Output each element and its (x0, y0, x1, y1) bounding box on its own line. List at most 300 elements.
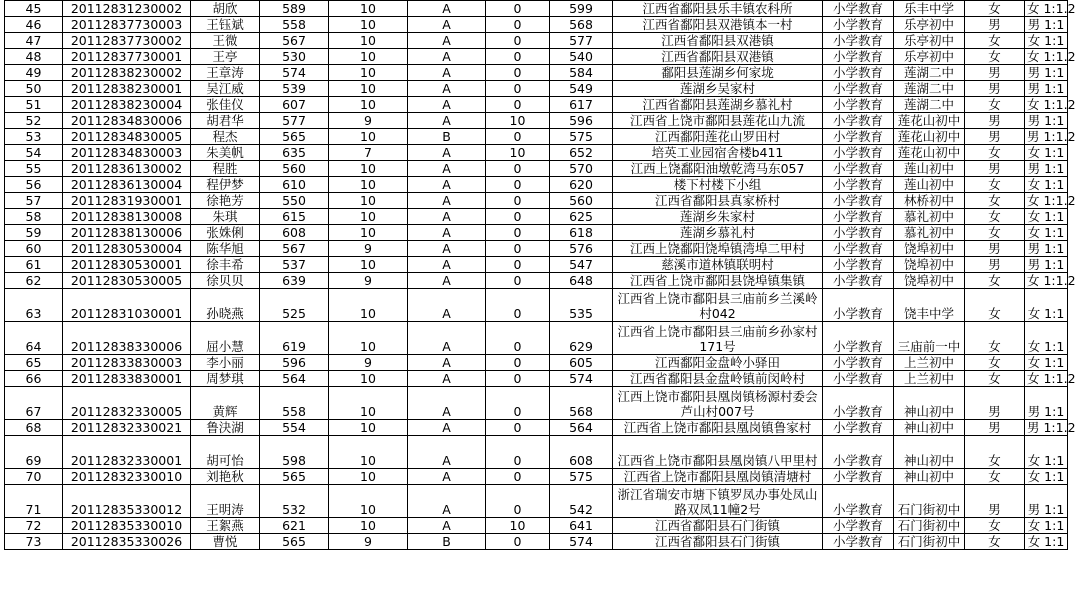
school-cell: 莲山初中 (894, 161, 965, 177)
exam-id-cell: 20112830530001 (63, 257, 191, 273)
subject-cell: 小学教育 (823, 33, 894, 49)
quota-cell: 男 1:1 (1025, 65, 1068, 81)
quota-cell: 男 1:1 (1025, 113, 1068, 129)
table-row (5, 355, 1068, 371)
row-number-cell: 51 (5, 97, 63, 113)
total-score-cell: 568 (550, 387, 613, 420)
written-score-cell: 639 (260, 273, 329, 289)
school-cell: 神山初中 (894, 436, 965, 469)
table-row (5, 177, 1068, 193)
grade-cell: A (408, 241, 486, 257)
school-cell: 上兰初中 (894, 355, 965, 371)
gender-cell: 女 (965, 49, 1025, 65)
school-cell: 三庙前一中 (894, 322, 965, 355)
row-number-cell: 49 (5, 65, 63, 81)
subject-cell: 小学教育 (823, 241, 894, 257)
gender-cell: 男 (965, 485, 1025, 518)
school-cell: 乐丰中学 (894, 1, 965, 17)
total-score-cell: 540 (550, 49, 613, 65)
bonus-score-cell: 10 (329, 436, 408, 469)
address-cell: 楼下村楼下小组 (613, 177, 823, 193)
candidate-name-cell: 鲁決湖 (191, 420, 260, 436)
written-score-cell: 565 (260, 534, 329, 550)
subject-cell: 小学教育 (823, 225, 894, 241)
table-row (5, 65, 1068, 81)
exam-id-cell: 20112838230004 (63, 97, 191, 113)
address-cell: 江西上饶市鄱阳县凰岗镇杨源村委会芦山村007号 (613, 387, 823, 420)
grade-cell: A (408, 81, 486, 97)
bonus-score-cell: 10 (329, 322, 408, 355)
candidate-name-cell: 徐丰希 (191, 257, 260, 273)
grade-cell: A (408, 225, 486, 241)
school-cell: 莲湖二中 (894, 81, 965, 97)
total-score-cell: 648 (550, 273, 613, 289)
candidate-name-cell: 朱琪 (191, 209, 260, 225)
candidate-name-cell: 曹悦 (191, 534, 260, 550)
extra-points-cell: 0 (486, 177, 550, 193)
table-row (5, 1, 1068, 17)
table-row (5, 113, 1068, 129)
gender-cell: 女 (965, 534, 1025, 550)
candidate-name-cell: 屈小慧 (191, 322, 260, 355)
gender-cell: 女 (965, 209, 1025, 225)
written-score-cell: 589 (260, 1, 329, 17)
grade-cell: B (408, 129, 486, 145)
address-cell: 江西省鄱阳县双港镇 (613, 49, 823, 65)
address-cell: 江西省鄱阳县莲湖乡慕礼村 (613, 97, 823, 113)
subject-cell: 小学教育 (823, 209, 894, 225)
total-score-cell: 596 (550, 113, 613, 129)
extra-points-cell: 0 (486, 17, 550, 33)
row-number-cell: 68 (5, 420, 63, 436)
quota-cell: 女 1:1 (1025, 518, 1068, 534)
exam-id-cell: 20112834830006 (63, 113, 191, 129)
exam-id-cell: 20112834830003 (63, 145, 191, 161)
subject-cell: 小学教育 (823, 49, 894, 65)
row-number-cell: 61 (5, 257, 63, 273)
total-score-cell: 574 (550, 371, 613, 387)
row-number-cell: 64 (5, 322, 63, 355)
subject-cell: 小学教育 (823, 355, 894, 371)
school-cell: 莲湖二中 (894, 65, 965, 81)
table-row (5, 49, 1068, 65)
table-row (5, 81, 1068, 97)
quota-cell: 男 1:1 (1025, 161, 1068, 177)
candidate-name-cell: 朱美帆 (191, 145, 260, 161)
candidate-name-cell: 胡君华 (191, 113, 260, 129)
subject-cell: 小学教育 (823, 518, 894, 534)
gender-cell: 女 (965, 469, 1025, 485)
exam-id-cell: 20112838230002 (63, 65, 191, 81)
extra-points-cell: 0 (486, 49, 550, 65)
school-cell: 饶埠初中 (894, 241, 965, 257)
total-score-cell: 568 (550, 17, 613, 33)
extra-points-cell: 0 (486, 97, 550, 113)
gender-cell: 女 (965, 33, 1025, 49)
address-cell: 莲湖乡慕礼村 (613, 225, 823, 241)
total-score-cell: 625 (550, 209, 613, 225)
grade-cell: A (408, 193, 486, 209)
bonus-score-cell: 10 (329, 17, 408, 33)
grade-cell: A (408, 17, 486, 33)
grade-cell: A (408, 387, 486, 420)
school-cell: 乐亭初中 (894, 33, 965, 49)
total-score-cell: 564 (550, 420, 613, 436)
row-number-cell: 63 (5, 289, 63, 322)
quota-cell: 女 1:1.2 (1025, 273, 1068, 289)
exam-id-cell: 20112837730001 (63, 49, 191, 65)
extra-points-cell: 0 (486, 81, 550, 97)
address-cell: 江西省上饶市鄱阳县三庙前乡孙家村171号 (613, 322, 823, 355)
total-score-cell: 605 (550, 355, 613, 371)
school-cell: 慕礼初中 (894, 209, 965, 225)
bonus-score-cell: 9 (329, 241, 408, 257)
gender-cell: 女 (965, 273, 1025, 289)
school-cell: 饶埠初中 (894, 273, 965, 289)
candidate-name-cell: 胡可怡 (191, 436, 260, 469)
gender-cell: 女 (965, 97, 1025, 113)
row-number-cell: 71 (5, 485, 63, 518)
table-row (5, 534, 1068, 550)
address-cell: 江西省鄱阳县金盘岭镇前闵岭村 (613, 371, 823, 387)
gender-cell: 女 (965, 145, 1025, 161)
table-row (5, 129, 1068, 145)
table-row (5, 33, 1068, 49)
exam-id-cell: 20112837730003 (63, 17, 191, 33)
row-number-cell: 57 (5, 193, 63, 209)
extra-points-cell: 0 (486, 241, 550, 257)
bonus-score-cell: 10 (329, 65, 408, 81)
bonus-score-cell: 10 (329, 81, 408, 97)
extra-points-cell: 0 (486, 387, 550, 420)
bonus-score-cell: 10 (329, 420, 408, 436)
row-number-cell: 52 (5, 113, 63, 129)
quota-cell: 女 1:1 (1025, 355, 1068, 371)
grade-cell: A (408, 145, 486, 161)
extra-points-cell: 0 (486, 420, 550, 436)
grade-cell: A (408, 113, 486, 129)
written-score-cell: 560 (260, 161, 329, 177)
subject-cell: 小学教育 (823, 257, 894, 273)
grade-cell: A (408, 273, 486, 289)
row-number-cell: 58 (5, 209, 63, 225)
bonus-score-cell: 10 (329, 129, 408, 145)
total-score-cell: 549 (550, 81, 613, 97)
row-number-cell: 46 (5, 17, 63, 33)
quota-cell: 男 1:1.2 (1025, 129, 1068, 145)
total-score-cell: 652 (550, 145, 613, 161)
extra-points-cell: 0 (486, 355, 550, 371)
written-score-cell: 554 (260, 420, 329, 436)
grade-cell: A (408, 49, 486, 65)
table-row (5, 161, 1068, 177)
bonus-score-cell: 10 (329, 387, 408, 420)
grade-cell: A (408, 209, 486, 225)
written-score-cell: 577 (260, 113, 329, 129)
school-cell: 莲花山初中 (894, 145, 965, 161)
address-cell: 江西鄱阳金盘岭小驿田 (613, 355, 823, 371)
extra-points-cell: 0 (486, 193, 550, 209)
grade-cell: A (408, 257, 486, 273)
grade-cell: A (408, 355, 486, 371)
bonus-score-cell: 9 (329, 113, 408, 129)
address-cell: 江西省鄱阳县石门街镇 (613, 534, 823, 550)
bonus-score-cell: 7 (329, 145, 408, 161)
exam-id-cell: 20112833830001 (63, 371, 191, 387)
total-score-cell: 576 (550, 241, 613, 257)
gender-cell: 女 (965, 371, 1025, 387)
quota-cell: 女 1:1.2 (1025, 1, 1068, 17)
subject-cell: 小学教育 (823, 289, 894, 322)
exam-id-cell: 20112835330026 (63, 534, 191, 550)
candidate-name-cell: 徐贝贝 (191, 273, 260, 289)
address-cell: 莲湖乡朱家村 (613, 209, 823, 225)
extra-points-cell: 10 (486, 145, 550, 161)
address-cell: 江西省上饶市鄱阳县三庙前乡兰溪岭村042 (613, 289, 823, 322)
address-cell: 江西上饶鄱阳饶埠镇湾埠二甲村 (613, 241, 823, 257)
exam-id-cell: 20112832330001 (63, 436, 191, 469)
candidate-name-cell: 王章涛 (191, 65, 260, 81)
grade-cell: A (408, 65, 486, 81)
bonus-score-cell: 9 (329, 273, 408, 289)
gender-cell: 男 (965, 81, 1025, 97)
address-cell: 江西鄱阳莲花山罗田村 (613, 129, 823, 145)
extra-points-cell: 0 (486, 257, 550, 273)
gender-cell: 女 (965, 289, 1025, 322)
written-score-cell: 607 (260, 97, 329, 113)
written-score-cell: 564 (260, 371, 329, 387)
quota-cell: 女 1:1 (1025, 225, 1068, 241)
exam-id-cell: 20112834830005 (63, 129, 191, 145)
subject-cell: 小学教育 (823, 273, 894, 289)
address-cell: 江西省鄱阳县双港镇本一村 (613, 17, 823, 33)
extra-points-cell: 0 (486, 33, 550, 49)
candidate-name-cell: 胡欣 (191, 1, 260, 17)
written-score-cell: 525 (260, 289, 329, 322)
quota-cell: 男 1:1 (1025, 257, 1068, 273)
bonus-score-cell: 10 (329, 485, 408, 518)
bonus-score-cell: 10 (329, 257, 408, 273)
written-score-cell: 530 (260, 49, 329, 65)
row-number-cell: 72 (5, 518, 63, 534)
quota-cell: 女 1:1.2 (1025, 371, 1068, 387)
written-score-cell: 567 (260, 241, 329, 257)
written-score-cell: 619 (260, 322, 329, 355)
school-cell: 乐亭初中 (894, 17, 965, 33)
exam-id-cell: 20112830530005 (63, 273, 191, 289)
quota-cell: 女 1:1 (1025, 209, 1068, 225)
candidate-name-cell: 程杰 (191, 129, 260, 145)
row-number-cell: 50 (5, 81, 63, 97)
row-number-cell: 45 (5, 1, 63, 17)
school-cell: 饶埠初中 (894, 257, 965, 273)
candidate-name-cell: 吴江威 (191, 81, 260, 97)
address-cell: 江西省上饶市鄱阳县凰岗镇八甲里村 (613, 436, 823, 469)
bonus-score-cell: 10 (329, 518, 408, 534)
total-score-cell: 575 (550, 129, 613, 145)
grade-cell: A (408, 161, 486, 177)
table-row (5, 436, 1068, 469)
subject-cell: 小学教育 (823, 129, 894, 145)
address-cell: 浙江省瑞安市塘下镇罗凤办事处凤山路双凤11幢2号 (613, 485, 823, 518)
total-score-cell: 574 (550, 534, 613, 550)
subject-cell: 小学教育 (823, 65, 894, 81)
gender-cell: 男 (965, 420, 1025, 436)
exam-id-cell: 20112838130006 (63, 225, 191, 241)
address-cell: 莲湖乡吴家村 (613, 81, 823, 97)
school-cell: 莲花山初中 (894, 113, 965, 129)
written-score-cell: 574 (260, 65, 329, 81)
subject-cell: 小学教育 (823, 387, 894, 420)
address-cell: 江西上饶鄱阳油墩乾湾马东057 (613, 161, 823, 177)
extra-points-cell: 0 (486, 534, 550, 550)
candidate-name-cell: 张佳仪 (191, 97, 260, 113)
table-row (5, 241, 1068, 257)
total-score-cell: 575 (550, 469, 613, 485)
gender-cell: 女 (965, 436, 1025, 469)
total-score-cell: 542 (550, 485, 613, 518)
bonus-score-cell: 10 (329, 161, 408, 177)
exam-id-cell: 20112836130002 (63, 161, 191, 177)
quota-cell: 女 1:1.2 (1025, 97, 1068, 113)
exam-id-cell: 20112836130004 (63, 177, 191, 193)
bonus-score-cell: 10 (329, 49, 408, 65)
school-cell: 石门街初中 (894, 534, 965, 550)
grade-cell: A (408, 485, 486, 518)
gender-cell: 男 (965, 17, 1025, 33)
total-score-cell: 617 (550, 97, 613, 113)
gender-cell: 女 (965, 518, 1025, 534)
row-number-cell: 54 (5, 145, 63, 161)
bonus-score-cell: 10 (329, 193, 408, 209)
grade-cell: A (408, 371, 486, 387)
subject-cell: 小学教育 (823, 161, 894, 177)
bonus-score-cell: 10 (329, 177, 408, 193)
address-cell: 鄱阳县莲湖乡何家垅 (613, 65, 823, 81)
subject-cell: 小学教育 (823, 177, 894, 193)
total-score-cell: 618 (550, 225, 613, 241)
table-row (5, 273, 1068, 289)
subject-cell: 小学教育 (823, 322, 894, 355)
table-row (5, 257, 1068, 273)
quota-cell: 男 1:1 (1025, 387, 1068, 420)
exam-id-cell: 20112830530004 (63, 241, 191, 257)
school-cell: 神山初中 (894, 387, 965, 420)
exam-id-cell: 20112831030001 (63, 289, 191, 322)
gender-cell: 男 (965, 113, 1025, 129)
total-score-cell: 641 (550, 518, 613, 534)
extra-points-cell: 10 (486, 113, 550, 129)
written-score-cell: 615 (260, 209, 329, 225)
school-cell: 林桥初中 (894, 193, 965, 209)
row-number-cell: 66 (5, 371, 63, 387)
total-score-cell: 547 (550, 257, 613, 273)
exam-id-cell: 20112838130008 (63, 209, 191, 225)
extra-points-cell: 0 (486, 161, 550, 177)
table-row (5, 97, 1068, 113)
written-score-cell: 558 (260, 387, 329, 420)
gender-cell: 男 (965, 241, 1025, 257)
gender-cell: 男 (965, 161, 1025, 177)
bonus-score-cell: 10 (329, 209, 408, 225)
school-cell: 莲湖二中 (894, 97, 965, 113)
address-cell: 江西省上饶市鄱阳县莲花山九流 (613, 113, 823, 129)
total-score-cell: 560 (550, 193, 613, 209)
candidate-name-cell: 程伊梦 (191, 177, 260, 193)
row-number-cell: 47 (5, 33, 63, 49)
bonus-score-cell: 9 (329, 355, 408, 371)
exam-id-cell: 20112833830003 (63, 355, 191, 371)
written-score-cell: 621 (260, 518, 329, 534)
subject-cell: 小学教育 (823, 1, 894, 17)
written-score-cell: 558 (260, 17, 329, 33)
table-row (5, 371, 1068, 387)
written-score-cell: 610 (260, 177, 329, 193)
exam-id-cell: 20112832330021 (63, 420, 191, 436)
address-cell: 慈溪市道林镇联明村 (613, 257, 823, 273)
written-score-cell: 532 (260, 485, 329, 518)
row-number-cell: 69 (5, 436, 63, 469)
quota-cell: 女 1:1 (1025, 33, 1068, 49)
row-number-cell: 48 (5, 49, 63, 65)
exam-id-cell: 20112832330005 (63, 387, 191, 420)
quota-cell: 女 1:1 (1025, 322, 1068, 355)
score-table (4, 0, 1076, 550)
extra-points-cell: 0 (486, 65, 550, 81)
exam-id-cell: 20112837730002 (63, 33, 191, 49)
written-score-cell: 608 (260, 225, 329, 241)
total-score-cell: 570 (550, 161, 613, 177)
row-number-cell: 59 (5, 225, 63, 241)
grade-cell: A (408, 177, 486, 193)
row-number-cell: 73 (5, 534, 63, 550)
table-row (5, 193, 1068, 209)
extra-points-cell: 0 (486, 225, 550, 241)
grade-cell: A (408, 518, 486, 534)
address-cell: 江西省鄱阳县石门街镇 (613, 518, 823, 534)
total-score-cell: 608 (550, 436, 613, 469)
row-number-cell: 60 (5, 241, 63, 257)
grade-cell: B (408, 534, 486, 550)
table-body (5, 1, 1076, 550)
bonus-score-cell: 10 (329, 469, 408, 485)
quota-cell: 男 1:1 (1025, 81, 1068, 97)
subject-cell: 小学教育 (823, 193, 894, 209)
extra-points-cell: 0 (486, 485, 550, 518)
extra-points-cell: 0 (486, 322, 550, 355)
school-cell: 莲山初中 (894, 177, 965, 193)
address-cell: 江西省上饶市鄱阳县凰岗镇清塘村 (613, 469, 823, 485)
school-cell: 莲花山初中 (894, 129, 965, 145)
exam-id-cell: 20112835330012 (63, 485, 191, 518)
grade-cell: A (408, 97, 486, 113)
candidate-name-cell: 王钰斌 (191, 17, 260, 33)
gender-cell: 女 (965, 177, 1025, 193)
total-score-cell: 535 (550, 289, 613, 322)
candidate-name-cell: 黄辉 (191, 387, 260, 420)
table-row (5, 485, 1068, 518)
quota-cell: 男 1:1.2 (1025, 420, 1068, 436)
subject-cell: 小学教育 (823, 420, 894, 436)
table-row (5, 289, 1068, 322)
quota-cell: 男 1:1 (1025, 485, 1068, 518)
subject-cell: 小学教育 (823, 436, 894, 469)
quota-cell: 女 1:1 (1025, 145, 1068, 161)
candidate-name-cell: 周梦琪 (191, 371, 260, 387)
extra-points-cell: 0 (486, 469, 550, 485)
row-number-cell: 62 (5, 273, 63, 289)
school-cell: 神山初中 (894, 420, 965, 436)
